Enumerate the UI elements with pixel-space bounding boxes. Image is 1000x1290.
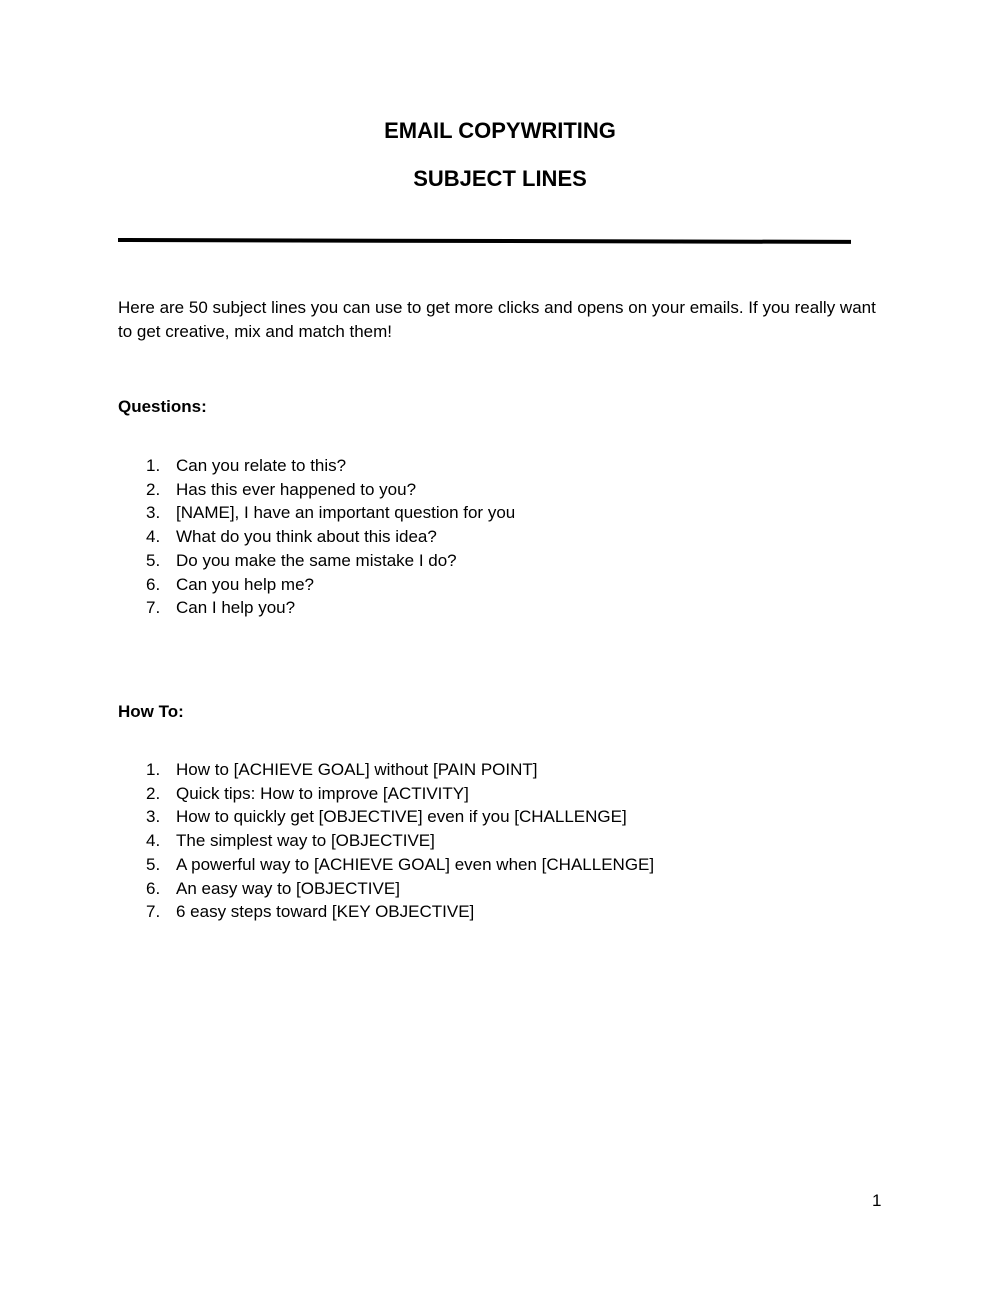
list-item [146,805,654,829]
list-item-number: 7. [146,598,161,618]
list-item [146,758,654,782]
list-item [146,501,515,525]
list-item-number: 5. [146,550,161,570]
list-item [146,900,654,924]
list-item-number: 5. [146,854,161,874]
list-item-number: 7. [146,902,161,922]
list-item-text: An easy way to [OBJECTIVE] [176,878,400,898]
list-item [146,525,515,549]
list-item-text: Has this ever happened to you? [176,479,417,499]
list-item [146,596,515,620]
list-item-text: The simplest way to [OBJECTIVE] [176,831,435,851]
list-item [146,549,515,573]
list-item-text: A powerful way to [ACHIEVE GOAL] even when [CHALLENGE] [176,854,655,874]
list-item-number: 2. [146,479,161,499]
title-divider [118,238,851,244]
list-item [146,877,654,901]
list-item-text: Can you help me? [176,574,314,594]
list-item-number: 3. [146,807,161,827]
list-item-text: Quick tips: How to improve [ACTIVITY] [176,783,469,803]
list-item-number: 4. [146,831,161,851]
document-subtitle: SUBJECT LINES [413,166,587,191]
list-item [146,829,654,853]
section-heading-questions: Questions: [118,397,207,416]
list-item-number: 6. [146,878,161,898]
list-item [146,454,515,478]
list-item-text: Can you relate to this? [176,456,347,475]
document-title: EMAIL COPYWRITING [384,118,616,143]
list-item [146,782,654,806]
list-item-number: 2. [146,783,161,803]
list-item-text: What do you think about this idea? [176,527,437,547]
questions-list [146,454,515,620]
list-item-text: Do you make the same mistake I do? [176,550,457,570]
list-item-text: 6 easy steps toward [KEY OBJECTIVE] [176,902,475,922]
list-item [146,853,654,877]
section-heading-how-to: How To: [118,702,184,721]
list-item-number: 1. [146,760,161,779]
list-item-number: 6. [146,574,161,594]
list-item [146,478,515,502]
intro-paragraph: Here are 50 subject lines you can use to get more clicks and opens on your emails. If you really want to get creative, mix and match them! [118,298,876,341]
list-item-number: 4. [146,527,161,547]
page-number: 1 [872,1191,882,1210]
list-item-text: How to quickly get [OBJECTIVE] even if you [CHALLENGE] [176,807,627,827]
list-item-text: [NAME], I have an important question for you [176,503,516,523]
list-item-text: Can I help you? [176,598,296,618]
list-item-number: 3. [146,503,161,523]
how-to-list [146,758,654,924]
list-item-text: How to [ACHIEVE GOAL] without [PAIN POINT] [176,760,538,779]
list-item-number: 1. [146,456,161,475]
list-item [146,573,515,597]
